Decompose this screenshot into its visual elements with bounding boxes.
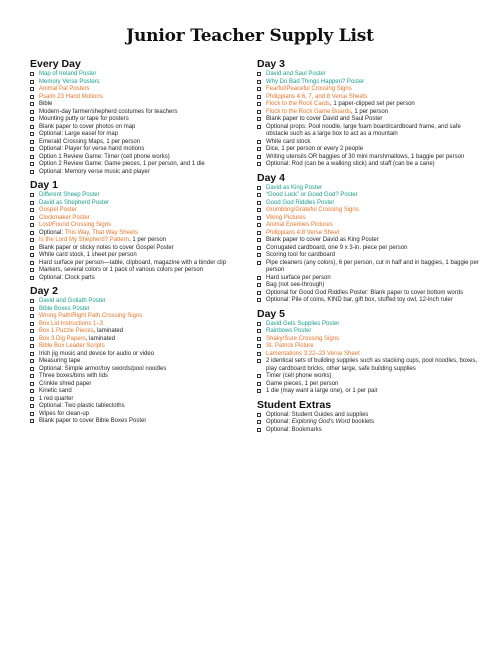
item-text: Psalm 23 Hand Motions <box>39 93 103 100</box>
checklist-item <box>30 358 255 366</box>
checklist-item <box>257 260 482 275</box>
checklist-item <box>257 336 482 344</box>
checkbox-icon[interactable] <box>257 389 261 393</box>
checkbox-icon[interactable] <box>257 359 261 363</box>
checkbox-icon[interactable] <box>257 72 261 76</box>
checklist-item <box>30 418 255 426</box>
item-text: Philippians 4:6, 7, and 8 Verse Sheets <box>266 93 368 100</box>
item-text: Lost/Found Crossing Signs <box>39 222 112 228</box>
item-text: Corrugated cardboard, one 9 x 3-in. piece per person <box>266 244 408 251</box>
item-text: Wrong Path/Right Path Crossing Signs <box>39 313 143 319</box>
checklist-item <box>257 101 482 109</box>
checklist-item <box>30 230 255 238</box>
section-heading-day-4: Day 4 <box>257 171 286 184</box>
checkbox-icon[interactable] <box>257 193 261 197</box>
checkbox-icon[interactable] <box>257 186 261 190</box>
checklist-item <box>257 139 482 147</box>
checkbox-icon[interactable] <box>257 201 261 205</box>
checkbox-icon[interactable] <box>257 231 261 235</box>
checklist-item <box>30 222 255 230</box>
checklist-item <box>257 321 482 329</box>
checklist-item <box>30 298 255 306</box>
checkbox-icon[interactable] <box>257 140 261 144</box>
checklist-item <box>30 381 255 389</box>
checkbox-icon[interactable] <box>30 268 34 272</box>
item-text: Mounting putty or tape for posters <box>39 116 129 122</box>
item-text: Shaky/Sure Crossing Signs <box>266 335 340 342</box>
checklist-item <box>257 351 482 359</box>
checklist-item <box>30 161 255 169</box>
checkbox-icon[interactable] <box>30 170 34 174</box>
checkbox-icon[interactable] <box>257 382 261 386</box>
checklist-item <box>30 116 255 124</box>
item-text: Good God Riddles Poster <box>266 199 335 206</box>
checkbox-icon[interactable] <box>30 208 34 212</box>
checkbox-icon[interactable] <box>30 117 34 121</box>
checklist-item <box>30 192 255 200</box>
item-text: 1 red quarter <box>39 395 74 402</box>
checklist-item <box>257 161 482 169</box>
checklist-item <box>257 192 482 200</box>
checklist-item <box>30 139 255 147</box>
checklist-item <box>30 101 255 109</box>
checkbox-icon[interactable] <box>30 337 34 341</box>
item-text: David and Saul Poster <box>266 71 326 77</box>
item-text: White card stock <box>266 138 311 145</box>
item-text: Viking Pictures <box>266 214 306 221</box>
item-text: Optional: Two plastic tablecloths <box>39 403 125 409</box>
checkbox-icon[interactable] <box>30 412 34 416</box>
checklist-every-day <box>30 71 255 176</box>
checklist-item <box>257 230 482 238</box>
item-text-suffix: , laminated <box>85 335 116 342</box>
checkbox-icon[interactable] <box>257 291 261 295</box>
checklist-item <box>257 79 482 87</box>
checklist-item <box>257 290 482 298</box>
item-text-suffix: , 1 per person <box>351 108 389 115</box>
item-text: Modern-day farmer/shepherd costumes for teachers <box>39 108 178 115</box>
item-text: Lamentations 3:22–23 Verse Sheet <box>266 350 360 357</box>
item-text: Optional: Rod (can be a walking stick) and staff (can be a cane) <box>266 161 435 167</box>
checkbox-icon[interactable] <box>257 428 261 432</box>
checklist-item <box>30 200 255 208</box>
checkbox-icon[interactable] <box>257 283 261 287</box>
checklist-item <box>30 237 255 245</box>
item-text: David as Shepherd Poster <box>39 199 110 206</box>
checklist-item <box>30 94 255 102</box>
checklist-item <box>30 260 255 268</box>
item-text: Why Do Bad Things Happen? Poster <box>266 78 365 85</box>
checkbox-icon[interactable] <box>30 382 34 386</box>
item-text: Bible Box Leader Scripts <box>39 343 105 349</box>
item-text-suffix: , 1 paper-clipped set per person <box>330 101 415 107</box>
section-heading-day-1: Day 1 <box>30 179 59 191</box>
checkbox-icon[interactable] <box>30 419 34 423</box>
item-text: Crinkle shred paper <box>39 380 92 387</box>
checkbox-icon[interactable] <box>257 413 261 417</box>
checklist-day-1 <box>30 192 255 282</box>
item-text: Optional: Student Guides and supplies <box>266 411 369 418</box>
item-text: Emerald Crossing Maps, 1 per person <box>39 138 141 145</box>
section-heading-student-extras: Student Extras <box>257 398 332 411</box>
checkbox-icon[interactable] <box>257 238 261 242</box>
checklist-item <box>30 146 255 154</box>
item-text: Philippians 4:8 Verse Sheet <box>266 229 340 236</box>
checkbox-icon[interactable] <box>30 246 34 250</box>
checkbox-icon[interactable] <box>30 253 34 257</box>
item-text: Map of Ireland Poster <box>39 71 97 77</box>
item-text: Fearful/Peaceful Crossing Signs <box>266 86 352 92</box>
item-text: David as King Poster <box>266 184 323 191</box>
item-text: Box Lid Instructions 1–3 <box>39 320 104 327</box>
checklist-item <box>257 419 482 427</box>
item-text: Blank paper to cover photos on map <box>39 123 136 130</box>
checklist-item <box>257 373 482 381</box>
item-text: Blank paper to cover David as King Poster <box>266 237 379 243</box>
checklist-item <box>257 412 482 420</box>
checkbox-icon[interactable] <box>30 322 34 326</box>
checkbox-icon[interactable] <box>30 344 34 348</box>
checklist-item <box>30 388 255 396</box>
checklist-item <box>30 252 255 260</box>
item-text: Game pieces, 1 per person <box>266 380 339 387</box>
item-text: Box 3 Dig Papers <box>39 335 86 342</box>
checklist-item <box>257 207 482 215</box>
checklist-day-4 <box>257 185 482 305</box>
checklist-item <box>257 297 482 305</box>
item-text: Timer (cell phone works) <box>266 373 332 379</box>
checkbox-icon[interactable] <box>30 102 34 106</box>
checkbox-icon[interactable] <box>30 359 34 363</box>
checklist-item <box>30 124 255 132</box>
checklist-student-extras <box>257 412 482 435</box>
item-text: 2 identical sets of building supplies such as stacking cups, pool noodles, boxes, play cardboard bricks, other large, safe building supplies <box>266 358 478 372</box>
checkbox-icon[interactable] <box>30 155 34 159</box>
checklist-item <box>257 185 482 193</box>
item-text: Markers, several colors or 1 pack of various colors per person <box>39 267 204 273</box>
checklist-item <box>257 237 482 245</box>
section-heading-day-3: Day 3 <box>257 58 286 70</box>
checklist-item <box>30 336 255 344</box>
checkbox-icon[interactable] <box>257 253 261 257</box>
checklist-item <box>30 411 255 419</box>
item-text: Optional: Clock parts <box>39 274 95 281</box>
checklist-day-3 <box>257 71 482 169</box>
item-text: Writing utensils OR baggies of 30 mini marshmallows, 1 baggie per person <box>266 153 465 160</box>
checkbox-icon[interactable] <box>257 80 261 84</box>
checkbox-icon[interactable] <box>30 314 34 318</box>
checkbox-icon[interactable] <box>257 162 261 166</box>
item-text: Blank paper to cover David and Saul Poster <box>266 116 383 122</box>
checkbox-icon[interactable] <box>257 322 261 326</box>
checkbox-icon[interactable] <box>30 87 34 91</box>
checklist-item <box>30 169 255 177</box>
checklist-item <box>30 131 255 139</box>
checklist-item <box>257 275 482 283</box>
item-text: St. Patrick Picture <box>266 343 314 349</box>
checklist-item <box>30 396 255 404</box>
checklist-item <box>30 328 255 336</box>
checkbox-icon[interactable] <box>30 329 34 333</box>
checkbox-icon[interactable] <box>30 352 34 356</box>
item-text: Animal Pal Posters <box>39 86 90 92</box>
checkbox-icon[interactable] <box>257 261 261 265</box>
checkbox-icon[interactable] <box>257 117 261 121</box>
checkbox-icon[interactable] <box>30 374 34 378</box>
item-text: Optional props: Pool noodle, large foam board/cardboard frame, and safe obstacle such as a large box to act as a mountain <box>266 123 461 137</box>
checkbox-icon[interactable] <box>30 95 34 99</box>
item-text: Optional: Pile of coins, KIND bar, gift box, stuffed toy owl, 12-inch ruler <box>266 297 453 303</box>
item-text: Pipe cleaners (any colors), 6 per person, cut in half and in baggies, 1 baggie per person <box>266 259 479 273</box>
item-text: Different Sheep Poster <box>39 192 100 198</box>
section-heading-every-day: Every Day <box>30 58 81 70</box>
checklist-item <box>257 252 482 260</box>
item-text: Clockmaker Poster <box>39 214 90 221</box>
item-text-suffix: This Way, That Way Sheets <box>64 229 138 236</box>
checklist-item <box>257 388 482 396</box>
item-text: White card stock, 1 sheet per person <box>39 252 137 258</box>
item-text: Memory Verse Posters <box>39 78 100 85</box>
checkbox-icon[interactable] <box>257 208 261 212</box>
checkbox-icon[interactable] <box>257 352 261 356</box>
checklist-item <box>30 366 255 374</box>
checklist-item <box>30 154 255 162</box>
item-text: Optional: <box>39 229 65 236</box>
checkbox-icon[interactable] <box>30 299 34 303</box>
item-text: David Gets Supplies Poster <box>266 320 340 327</box>
item-text-suffix: Exploring God’s Word <box>291 419 350 425</box>
item-text: Option 2 Review Game: Game pieces, 1 per person, and 1 die <box>39 161 205 167</box>
checkbox-icon[interactable] <box>30 72 34 76</box>
checklist-item <box>30 79 255 87</box>
checkbox-icon[interactable] <box>30 162 34 166</box>
left-column <box>30 58 255 426</box>
item-text: Option 1 Review Game: Timer (cell phone works) <box>39 153 170 160</box>
checkbox-icon[interactable] <box>257 329 261 333</box>
item-text: Is the Lord My Shepherd? Pattern <box>39 237 130 243</box>
checkbox-icon[interactable] <box>257 337 261 341</box>
item-text: Measuring tape <box>39 358 81 364</box>
checkbox-icon[interactable] <box>30 201 34 205</box>
item-text: Bible <box>39 101 53 107</box>
checkbox-icon[interactable] <box>30 110 34 114</box>
item-text: Box 1 Puzzle Pieces <box>39 328 94 334</box>
checklist-item <box>257 71 482 79</box>
item-text: Flock to the Rock Cards <box>266 101 331 107</box>
item-text: Dice, 1 per person or every 2 people <box>266 146 364 152</box>
checklist-day-2 <box>30 298 255 426</box>
checklist-item <box>257 86 482 94</box>
item-text: Rainbows Poster <box>266 328 312 334</box>
checkbox-icon[interactable] <box>257 420 261 424</box>
checklist-item <box>257 154 482 162</box>
page-title: Junior Teacher Supply List <box>126 26 374 46</box>
checklist-item <box>30 71 255 79</box>
checkbox-icon[interactable] <box>30 147 34 151</box>
checkbox-icon[interactable] <box>30 140 34 144</box>
item-text: Flock to the Rock Game Boards <box>266 108 352 115</box>
checkbox-icon[interactable] <box>30 389 34 393</box>
right-column <box>257 58 482 434</box>
checkbox-icon[interactable] <box>30 132 34 136</box>
section-heading-day-2: Day 2 <box>30 285 59 297</box>
checkbox-icon[interactable] <box>257 110 261 114</box>
checkbox-icon[interactable] <box>257 344 261 348</box>
checkbox-icon[interactable] <box>30 223 34 227</box>
item-text: Optional: Player for verse hand motions <box>39 146 145 152</box>
checkbox-icon[interactable] <box>257 374 261 378</box>
checkbox-icon[interactable] <box>257 95 261 99</box>
checkbox-icon[interactable] <box>257 147 261 151</box>
checklist-item <box>30 245 255 253</box>
item-text: Irish jig music and device for audio or video <box>39 350 155 357</box>
item-text: Blank paper to cover Bible Boxes Poster <box>39 418 147 424</box>
checkbox-icon[interactable] <box>257 216 261 220</box>
item-text: “Good Luck” or Good God? Poster <box>266 192 358 198</box>
item-text: Optional: Memory verse music and player <box>39 168 150 175</box>
item-text: Blank paper or sticky notes to cover Gospel Poster <box>39 244 174 251</box>
item-text: Optional: Large easel for map <box>39 131 119 137</box>
checklist-item <box>257 124 482 139</box>
checkbox-icon[interactable] <box>257 125 261 129</box>
checkbox-icon[interactable] <box>257 298 261 302</box>
checklist-item <box>30 267 255 275</box>
checkbox-icon[interactable] <box>30 216 34 220</box>
item-text-suffix: , laminated <box>93 328 124 334</box>
checkbox-icon[interactable] <box>30 80 34 84</box>
checkbox-icon[interactable] <box>257 102 261 106</box>
item-text: David and Goliath Poster <box>39 298 106 304</box>
checkbox-icon[interactable] <box>257 155 261 159</box>
checklist-item <box>257 381 482 389</box>
checklist-item <box>257 109 482 117</box>
checkbox-icon[interactable] <box>30 193 34 197</box>
item-text: Gospel Poster <box>39 207 78 213</box>
checklist-item <box>30 207 255 215</box>
checkbox-icon[interactable] <box>30 238 34 242</box>
checklist-item <box>257 146 482 154</box>
section-heading-day-5: Day 5 <box>257 307 286 320</box>
checklist-item <box>257 116 482 124</box>
checklist-item <box>257 282 482 290</box>
item-text: Bible Boxes Poster <box>39 305 90 312</box>
item-text-tail: booklets <box>349 419 374 425</box>
checklist-item <box>30 215 255 223</box>
checklist-item <box>30 275 255 283</box>
item-text: Hard surface per person <box>266 274 331 281</box>
item-text: Optional for Good God Riddles Poster: Blank paper to cover bottom words <box>266 289 464 296</box>
checklist-item <box>257 328 482 336</box>
item-text: Optional: Simple armor/toy swords/pool noodles <box>39 365 167 372</box>
item-text: Bag (not see-through) <box>266 282 325 288</box>
item-text: Optional: Bookmarks <box>266 426 322 433</box>
checklist-item <box>257 200 482 208</box>
checklist-item <box>257 358 482 373</box>
checklist-item <box>257 427 482 435</box>
checklist-item <box>257 215 482 223</box>
checklist-item <box>30 343 255 351</box>
checkbox-icon[interactable] <box>30 276 34 280</box>
checkbox-icon[interactable] <box>30 397 34 401</box>
checkbox-icon[interactable] <box>257 87 261 91</box>
checkbox-icon[interactable] <box>257 276 261 280</box>
checkbox-icon[interactable] <box>257 223 261 227</box>
item-text-suffix: , 1 per person <box>129 237 167 243</box>
item-text: Scoring tool for cardboard <box>266 252 336 258</box>
checklist-item <box>30 109 255 117</box>
checklist-item <box>30 321 255 329</box>
item-text: Grumbling/Grateful Crossing Signs <box>266 207 359 213</box>
item-text: Optional: <box>266 419 292 425</box>
checklist-item <box>30 86 255 94</box>
checklist-item <box>257 245 482 253</box>
checklist-item <box>30 373 255 381</box>
checkbox-icon[interactable] <box>257 246 261 250</box>
checklist-day-5 <box>257 321 482 396</box>
checkbox-icon[interactable] <box>30 307 34 311</box>
checklist-item <box>257 343 482 351</box>
checkbox-icon[interactable] <box>30 261 34 265</box>
item-text: Three boxes/bins with lids <box>39 373 109 379</box>
item-text: Animal Enemies Pictures <box>266 222 333 228</box>
item-text: Wipes for clean-up <box>39 410 90 417</box>
checkbox-icon[interactable] <box>30 367 34 371</box>
checklist-item <box>30 313 255 321</box>
checklist-item <box>30 403 255 411</box>
checklist-item <box>257 222 482 230</box>
item-text: 1 die (may want a large one), or 1 per pair <box>266 388 378 394</box>
checkbox-icon[interactable] <box>30 404 34 408</box>
checklist-item <box>30 306 255 314</box>
item-text: Kinetic sand <box>39 388 72 394</box>
checkbox-icon[interactable] <box>30 125 34 129</box>
checklist-item <box>30 351 255 359</box>
checkbox-icon[interactable] <box>30 231 34 235</box>
checklist-item <box>257 94 482 102</box>
item-text: Hard surface per person—table, clipboard, magazine with a binder clip <box>39 259 227 266</box>
